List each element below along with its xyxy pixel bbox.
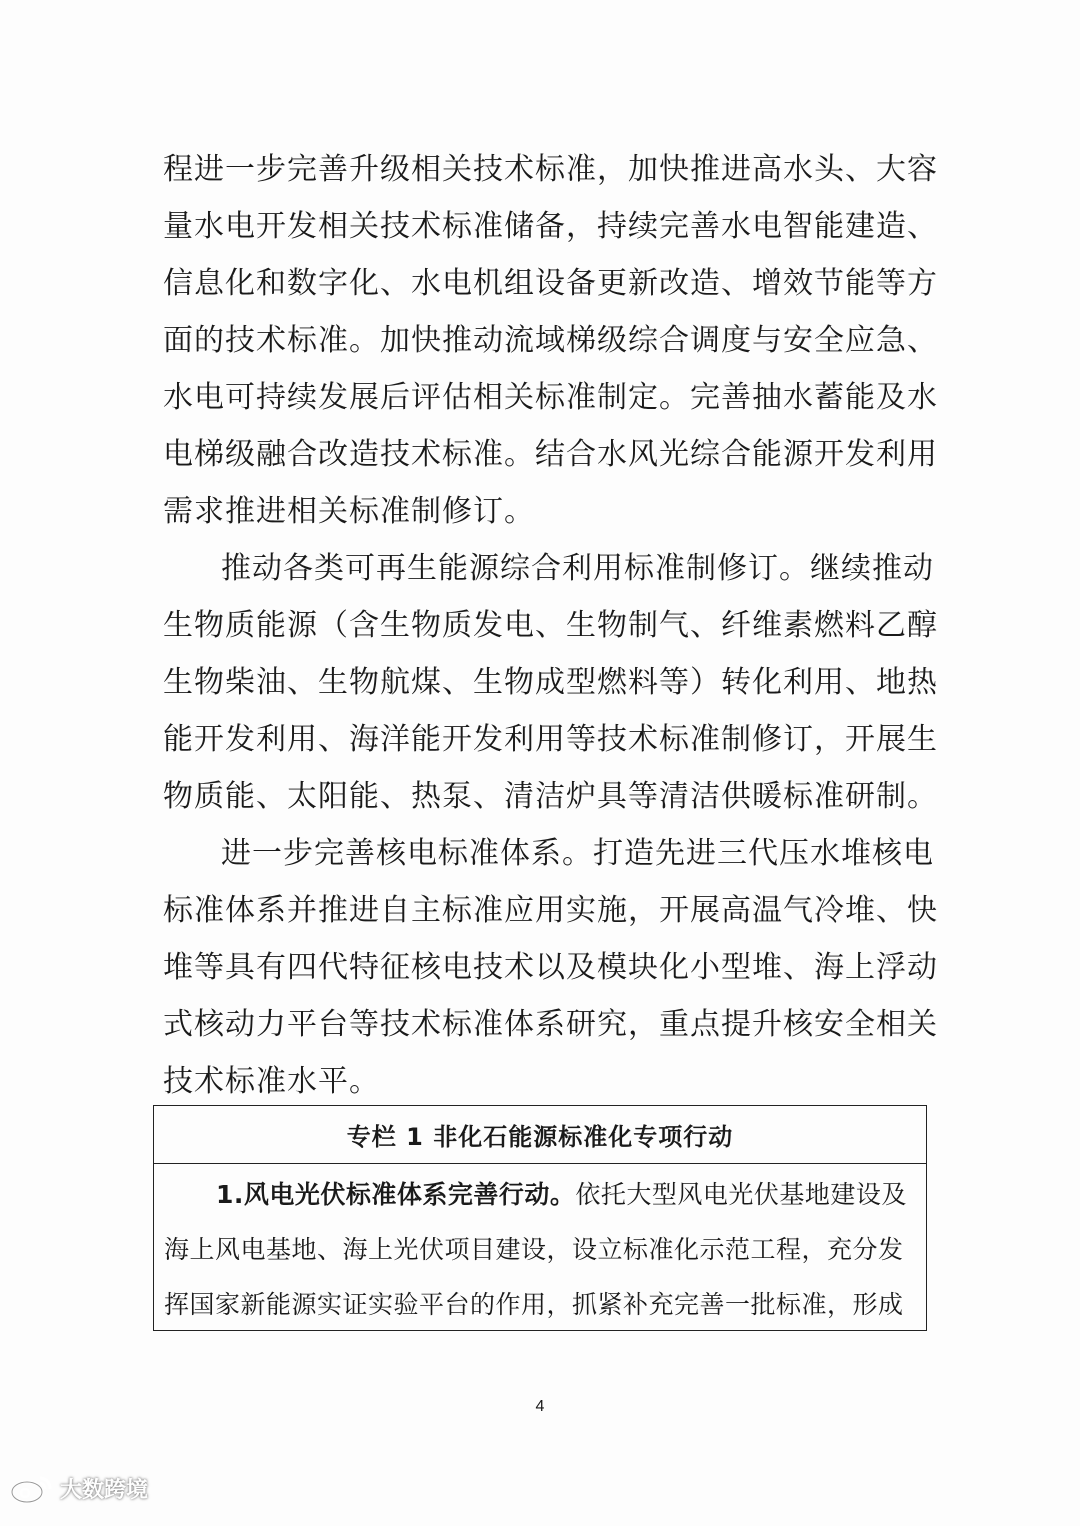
body-line: 标准体系并推进自主标准应用实施，开展高温气冷堆、快 [163, 893, 938, 928]
paragraph-start-line: 推动各类可再生能源综合利用标准制修订。继续推动 [221, 551, 934, 586]
box-line: 挥国家新能源实证实验平台的作用，抓紧补充完善一批标准，形成 [164, 1290, 904, 1319]
box-item-text: 依托大型风电光伏基地建设及 [575, 1180, 907, 1209]
body-line: 量水电开发相关技术标准储备，持续完善水电智能建造、 [163, 209, 938, 244]
body-line: 信息化和数字化、水电机组设备更新改造、增效节能等方 [163, 266, 938, 301]
watermark-text: 大数跨境 [60, 1478, 149, 1503]
weibo-logo-icon [10, 1474, 54, 1504]
body-line: 程进一步完善升级相关技术标准，加快推进高水头、大容 [163, 152, 938, 187]
body-line: 堆等具有四代特征核电技术以及模块化小型堆、海上浮动 [163, 950, 938, 985]
body-line: 电梯级融合改造技术标准。结合水风光综合能源开发利用 [163, 437, 938, 472]
body-line: 面的技术标准。加快推动流域梯级综合调度与安全应急、 [163, 323, 938, 358]
box-line [216, 1178, 907, 1212]
body-line: 技术标准水平。 [163, 1064, 380, 1099]
special-column-title: 专栏 1 非化石能源标准化专项行动 [154, 1106, 926, 1164]
box-line: 海上风电基地、海上光伏项目建设，设立标准化示范工程，充分发 [164, 1235, 904, 1264]
page-number: 4 [535, 1398, 545, 1415]
body-line: 物质能、太阳能、热泵、清洁炉具等清洁供暖标准研制。 [163, 779, 938, 814]
body-line: 生物柴油、生物航煤、生物成型燃料等）转化利用、地热 [163, 665, 938, 700]
body-line: 需求推进相关标准制修订。 [163, 494, 535, 529]
paragraph-start-line: 进一步完善核电标准体系。打造先进三代压水堆核电 [221, 836, 934, 871]
watermark [10, 1473, 148, 1504]
body-line: 式核动力平台等技术标准体系研究，重点提升核安全相关 [163, 1007, 938, 1042]
box-item-title: 1.风电光伏标准体系完善行动。 [216, 1180, 576, 1209]
body-line: 生物质能源（含生物质发电、生物制气、纤维素燃料乙醇 [163, 608, 938, 643]
body-line: 能开发利用、海洋能开发利用等技术标准制修订，开展生 [163, 722, 938, 757]
special-column-box [153, 1105, 927, 1331]
body-line: 水电可持续发展后评估相关标准制定。完善抽水蓄能及水 [163, 380, 938, 415]
